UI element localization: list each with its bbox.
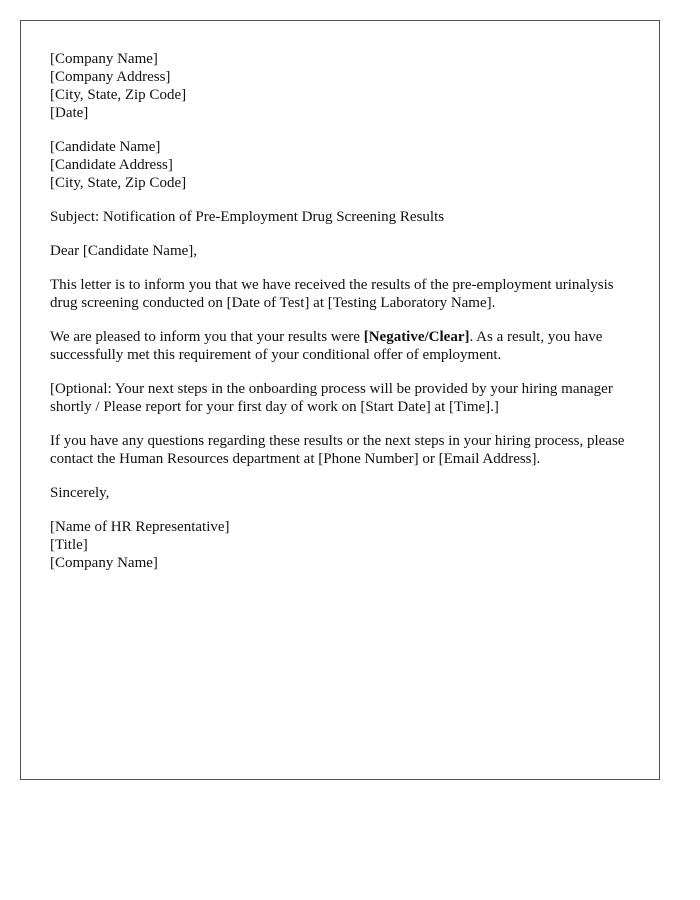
letter-date: [Date] xyxy=(50,105,89,121)
salutation: Dear [Candidate Name], xyxy=(50,243,198,259)
sender-company-name: [Company Name] xyxy=(50,51,158,67)
paragraph-results-outcome xyxy=(50,328,640,364)
signature-title: [Title] xyxy=(50,537,88,553)
paragraph-contact: If you have any questions regarding these results or the next steps in your hiring process, please contact the Human Resources department at [Phone Number] or [Email Address]. xyxy=(50,433,625,467)
closing: Sincerely, xyxy=(50,485,110,501)
results-text-before: We are pleased to inform you that your results were xyxy=(50,329,364,345)
recipient-city-state-zip: [City, State, Zip Code] xyxy=(50,175,187,191)
signature-block xyxy=(50,518,640,572)
letter-content xyxy=(50,50,640,588)
results-text-after: . As a result, you have successfully met this requirement of your conditional offer of employment. xyxy=(50,329,603,363)
signature-name: [Name of HR Representative] xyxy=(50,519,230,535)
paragraph-results-received: This letter is to inform you that we have received the results of the pre-employment urinalysis drug screening conducted on [Date of Test] at [Testing Laboratory Name]. xyxy=(50,277,614,311)
signature-company: [Company Name] xyxy=(50,555,158,571)
recipient-name: [Candidate Name] xyxy=(50,139,161,155)
paragraph-next-steps: [Optional: Your next steps in the onboarding process will be provided by your hiring manager shortly / Please report for your first day of work on [Start Date] at [Time].] xyxy=(50,381,613,415)
results-status: [Negative/Clear] xyxy=(363,329,470,345)
recipient-block xyxy=(50,138,640,192)
sender-city-state-zip: [City, State, Zip Code] xyxy=(50,87,187,103)
sender-block xyxy=(50,50,640,122)
letter-page xyxy=(20,20,660,780)
recipient-address: [Candidate Address] xyxy=(50,157,173,173)
subject-line: Subject: Notification of Pre-Employment Drug Screening Results xyxy=(50,209,445,225)
sender-company-address: [Company Address] xyxy=(50,69,171,85)
